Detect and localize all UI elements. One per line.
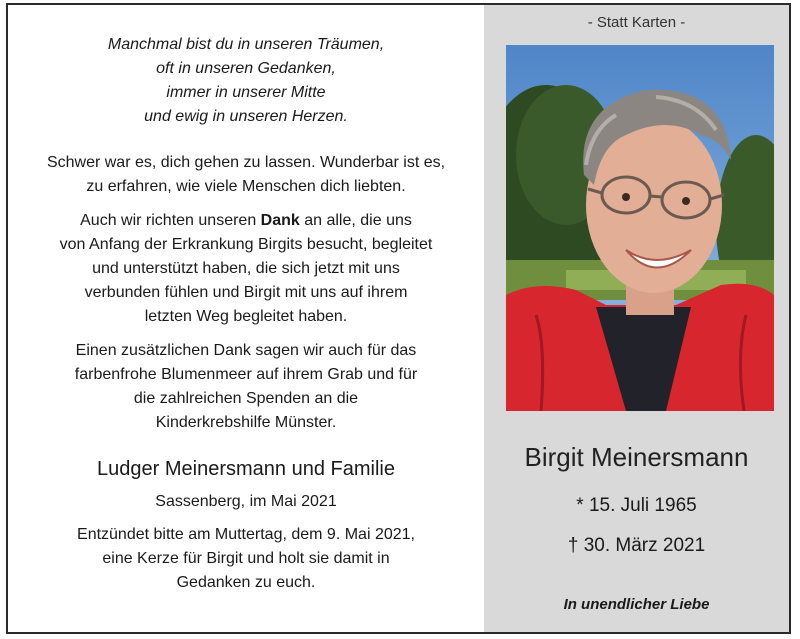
paragraph-line (8, 209, 484, 233)
poem (8, 33, 484, 129)
paragraph-line: verbunden fühlen und Birgit mit uns auf ihrem (84, 284, 408, 301)
portrait-photo (506, 45, 774, 411)
thank-you-column (8, 5, 484, 632)
paragraph-line: eine Kerze für Birgit und holt sie damit in (102, 550, 390, 567)
paragraph-line: zu erfahren, wie viele Menschen dich liebten. (86, 178, 406, 195)
paragraph-line: Kinderkrebshilfe Münster. (155, 414, 337, 431)
paragraph-line: letzten Weg begleitet haben. (144, 308, 348, 325)
text-segment: an alle, die uns (299, 212, 412, 229)
birth-date: * 15. Juli 1965 (576, 495, 697, 516)
paragraph-line: und unterstützt haben, die sich jetzt mit uns (92, 260, 400, 277)
dank-bold: Dank (260, 212, 300, 229)
paragraph-line: farbenfrohe Blumenmeer auf ihrem Grab und für (74, 366, 418, 383)
paragraph-line: Einen zusätzlichen Dank sagen wir auch für das (75, 342, 417, 359)
poem-line: und ewig in unseren Herzen. (144, 108, 348, 125)
poem-line: immer in unserer Mitte (166, 84, 326, 101)
closing-phrase: In unendlicher Liebe (563, 596, 710, 613)
obituary-card (6, 3, 791, 634)
paragraph-farewell (8, 151, 484, 199)
paragraph-line: die zahlreichen Spenden an die (133, 390, 359, 407)
paragraph-line: von Anfang der Erkrankung Birgits besucht, begleitet (59, 236, 433, 253)
paragraph-line: Entzündet bitte am Muttertag, dem 9. Mai 2021, (77, 526, 415, 543)
death-date: † 30. März 2021 (567, 535, 706, 556)
paragraph-candle (8, 523, 484, 595)
poem-line: oft in unseren Gedanken, (156, 60, 336, 77)
family-signature: Ludger Meinersmann und Familie (97, 458, 395, 480)
paragraph-line: Schwer war es, dich gehen zu lassen. Wunderbar ist es, (46, 154, 446, 171)
memorial-panel (484, 5, 789, 632)
poem-line: Manchmal bist du in unseren Träumen, (107, 36, 385, 53)
paragraph-line: Gedanken zu euch. (176, 574, 316, 591)
text-segment: Auch wir richten unseren (80, 212, 261, 229)
deceased-name: Birgit Meinersmann (524, 442, 749, 472)
statt-karten-label: - Statt Karten - (587, 14, 686, 31)
place-date: Sassenberg, im Mai 2021 (155, 493, 337, 510)
paragraph-additional-thanks (8, 339, 484, 435)
portrait-illustration (506, 45, 774, 411)
paragraph-thanks (8, 209, 484, 329)
